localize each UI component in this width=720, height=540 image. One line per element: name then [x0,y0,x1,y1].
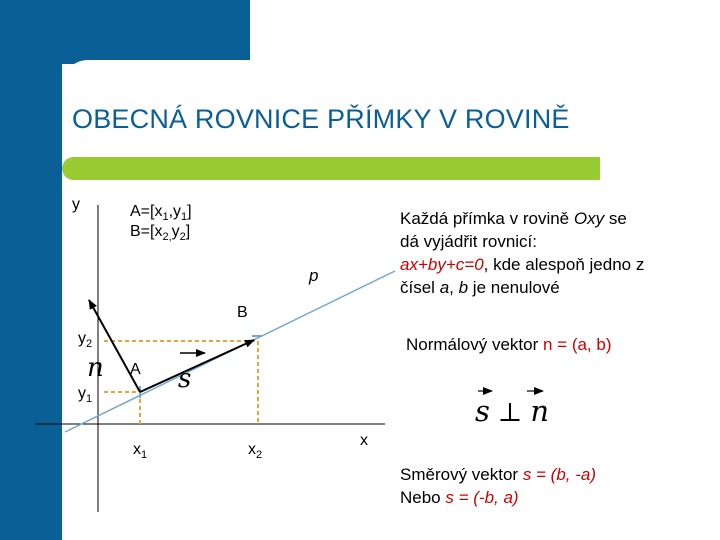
x2-label: $x_2$ [248,441,263,462]
direction-vector-arrow [140,340,254,392]
y2-label: $y_2$ [78,330,93,351]
normal-vector-text: Normálový vektor n = (a, b) [406,335,612,354]
point-b-definition: $B=[x_{2,}y_2]$ [130,223,191,244]
point-a-definition: $A=[x_1,y_1]$ [130,203,192,224]
x-axis-label: x [360,432,368,449]
y1-label: $y_1$ [78,385,93,406]
direction-vector-text: Směrový vektor s = (b, -a) Nebo s = (-b, a) [400,465,597,507]
x1-label: $x_1$ [133,441,148,462]
line-equation-paragraph: Každá přímka v rovině Oxy se dá vyjádřit rovnicí: ax+by+c=0, kde alespoň jedno z čísel a, b je nenulové [400,209,645,297]
perpendicular-formula: s ⊥ n [475,394,550,428]
slide-title: OBECNÁ ROVNICE PŘÍMKY V ROVINĚ [72,104,570,134]
normal-vector-symbol: n [87,353,104,383]
direction-vector-symbol: s [178,364,192,394]
point-b-label: B [237,304,248,321]
y-axis-label: y [72,196,80,213]
line-p-label: p [309,266,319,285]
point-a-label: A [130,361,141,378]
